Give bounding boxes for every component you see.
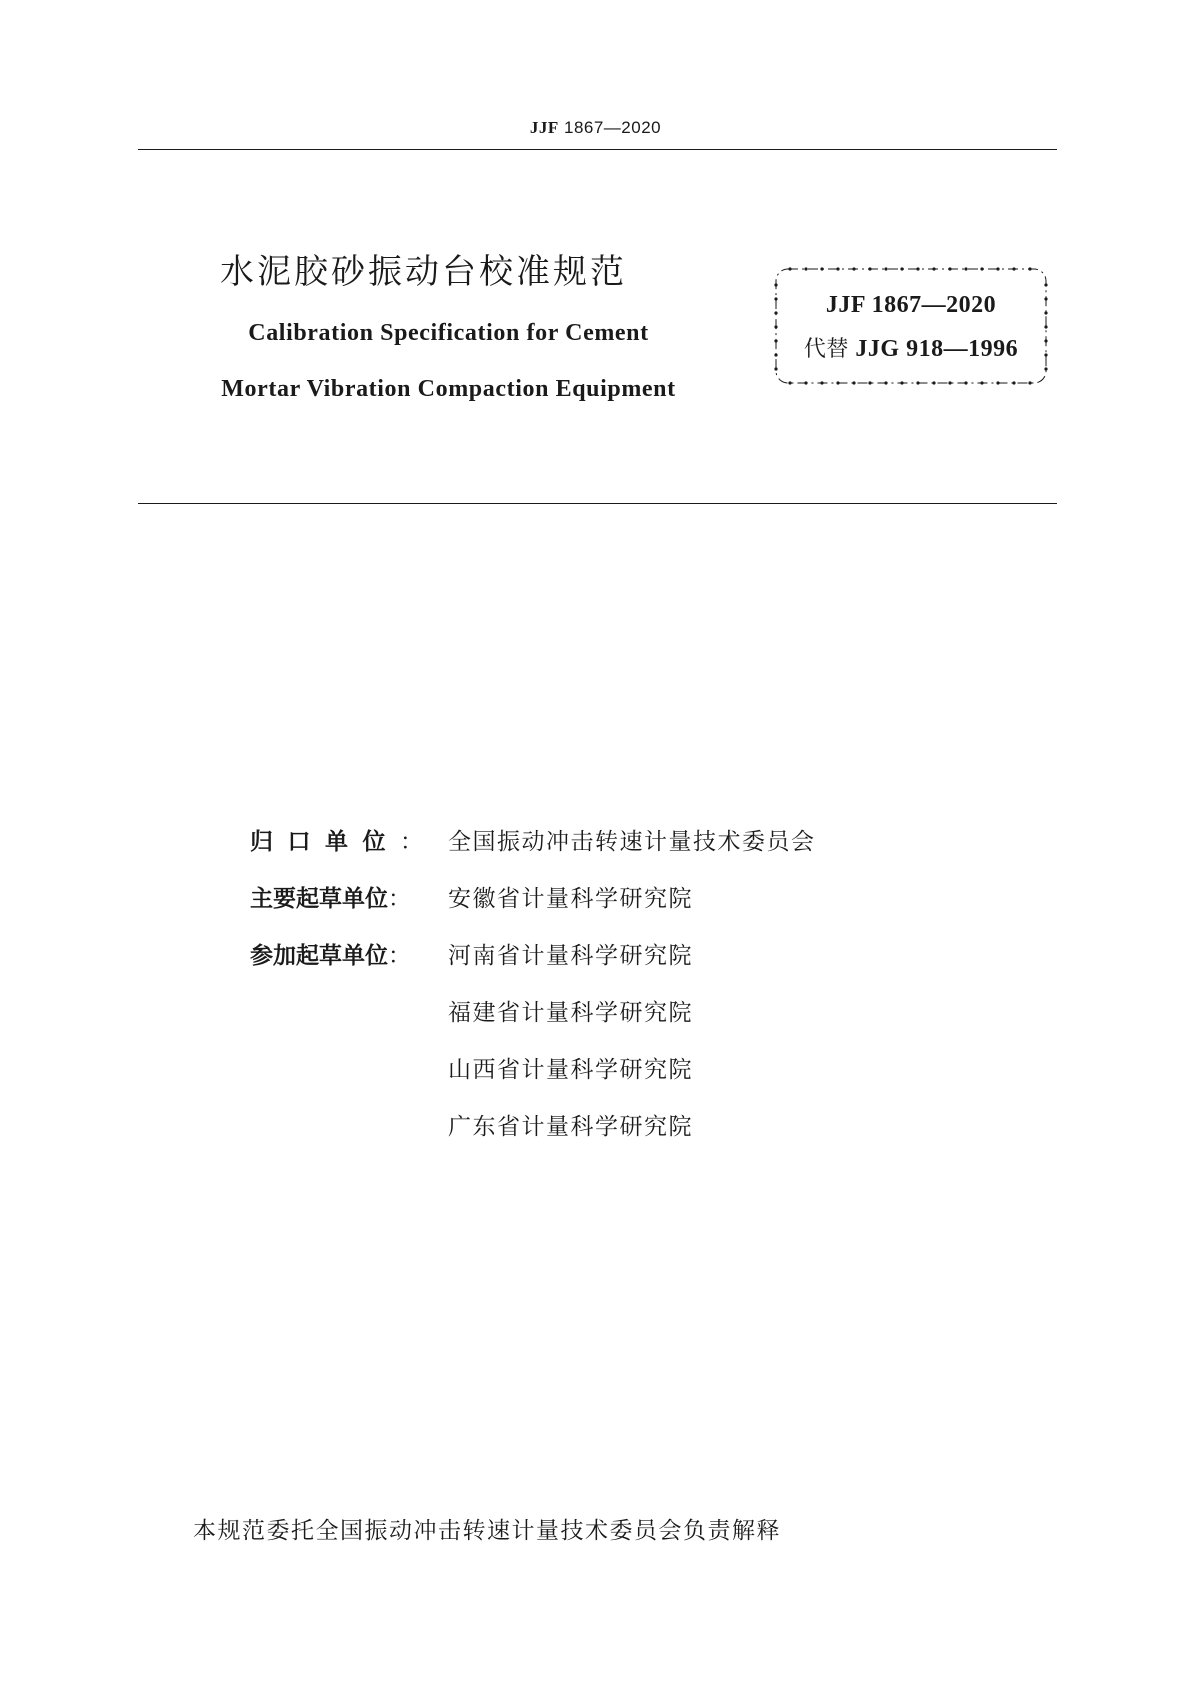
header-code-prefix: JJF (529, 118, 559, 137)
title-english-line2: Mortar Vibration Compaction Equipment (221, 376, 676, 402)
frame-dot (1044, 283, 1047, 286)
decorative-border-frame (772, 265, 1050, 387)
running-header-code (0, 118, 1191, 138)
frame-dot (852, 267, 855, 270)
frame-dot (948, 267, 951, 270)
title-bottom-rule (138, 503, 1057, 504)
participating-row (250, 994, 950, 1051)
frame-dot (916, 381, 919, 384)
frame-dot (788, 381, 791, 384)
frame-dot (900, 267, 903, 270)
frame-dot (788, 267, 791, 270)
frame-dot (1044, 367, 1047, 370)
frame-dot (804, 381, 807, 384)
main-drafting-label: 主要起草单位： (250, 886, 411, 912)
frame-dot (774, 367, 777, 370)
frame-dot (1012, 267, 1015, 270)
interpretation-note: 本规范委托全国振动冲击转速计量技术委员会负责解释 (193, 1518, 781, 1544)
frame-dot (774, 325, 777, 328)
organizations-block (250, 823, 950, 1165)
standard-code: JJF 1867—2020 (825, 292, 997, 318)
frame-dot (820, 267, 823, 270)
frame-dot (1028, 381, 1031, 384)
responsible-unit-label: 归口单位： (250, 829, 423, 855)
frame-dot (820, 381, 823, 384)
frame-dot (996, 267, 999, 270)
frame-dot (980, 381, 983, 384)
frame-dot (948, 381, 951, 384)
main-drafting-row (250, 880, 950, 937)
frame-dot (1044, 325, 1047, 328)
frame-dot (884, 267, 887, 270)
replaces-code: JJG 918—1996 (855, 336, 1019, 362)
frame-dot (980, 267, 983, 270)
frame-dot (900, 381, 903, 384)
frame-dot (932, 381, 935, 384)
responsible-unit-row (250, 823, 950, 880)
frame-dot (964, 381, 967, 384)
participating-value-2: 福建省计量科学研究院 (448, 1000, 693, 1026)
header-code-number: 1867—2020 (563, 118, 662, 137)
replaces-label: 代替 (803, 337, 849, 362)
frame-dot (884, 381, 887, 384)
replaces-line (772, 332, 1050, 363)
frame-dot (868, 267, 871, 270)
participating-row (250, 937, 950, 994)
title-english-line1: Calibration Specification for Cement (248, 320, 649, 346)
frame-dot (1012, 381, 1015, 384)
frame-dot (836, 267, 839, 270)
standard-code-box (772, 265, 1050, 387)
participating-value-3: 山西省计量科学研究院 (448, 1057, 693, 1083)
title-chinese: 水泥胶砂振动台校准规范 (220, 252, 627, 292)
frame-dot (868, 381, 871, 384)
frame-dot (804, 267, 807, 270)
frame-dot (996, 381, 999, 384)
frame-dot (964, 267, 967, 270)
frame-dot (932, 267, 935, 270)
header-rule (138, 149, 1057, 150)
participating-value-1: 河南省计量科学研究院 (448, 943, 693, 969)
frame-dot (916, 267, 919, 270)
main-drafting-value: 安徽省计量科学研究院 (448, 886, 693, 912)
frame-dot (1028, 267, 1031, 270)
responsible-unit-value: 全国振动冲击转速计量技术委员会 (448, 829, 816, 855)
participating-value-4: 广东省计量科学研究院 (448, 1114, 693, 1140)
frame-dot (774, 283, 777, 286)
frame-dot (836, 381, 839, 384)
participating-row (250, 1051, 950, 1108)
frame-dot (852, 381, 855, 384)
participating-label: 参加起草单位： (250, 943, 411, 969)
participating-row (250, 1108, 950, 1165)
